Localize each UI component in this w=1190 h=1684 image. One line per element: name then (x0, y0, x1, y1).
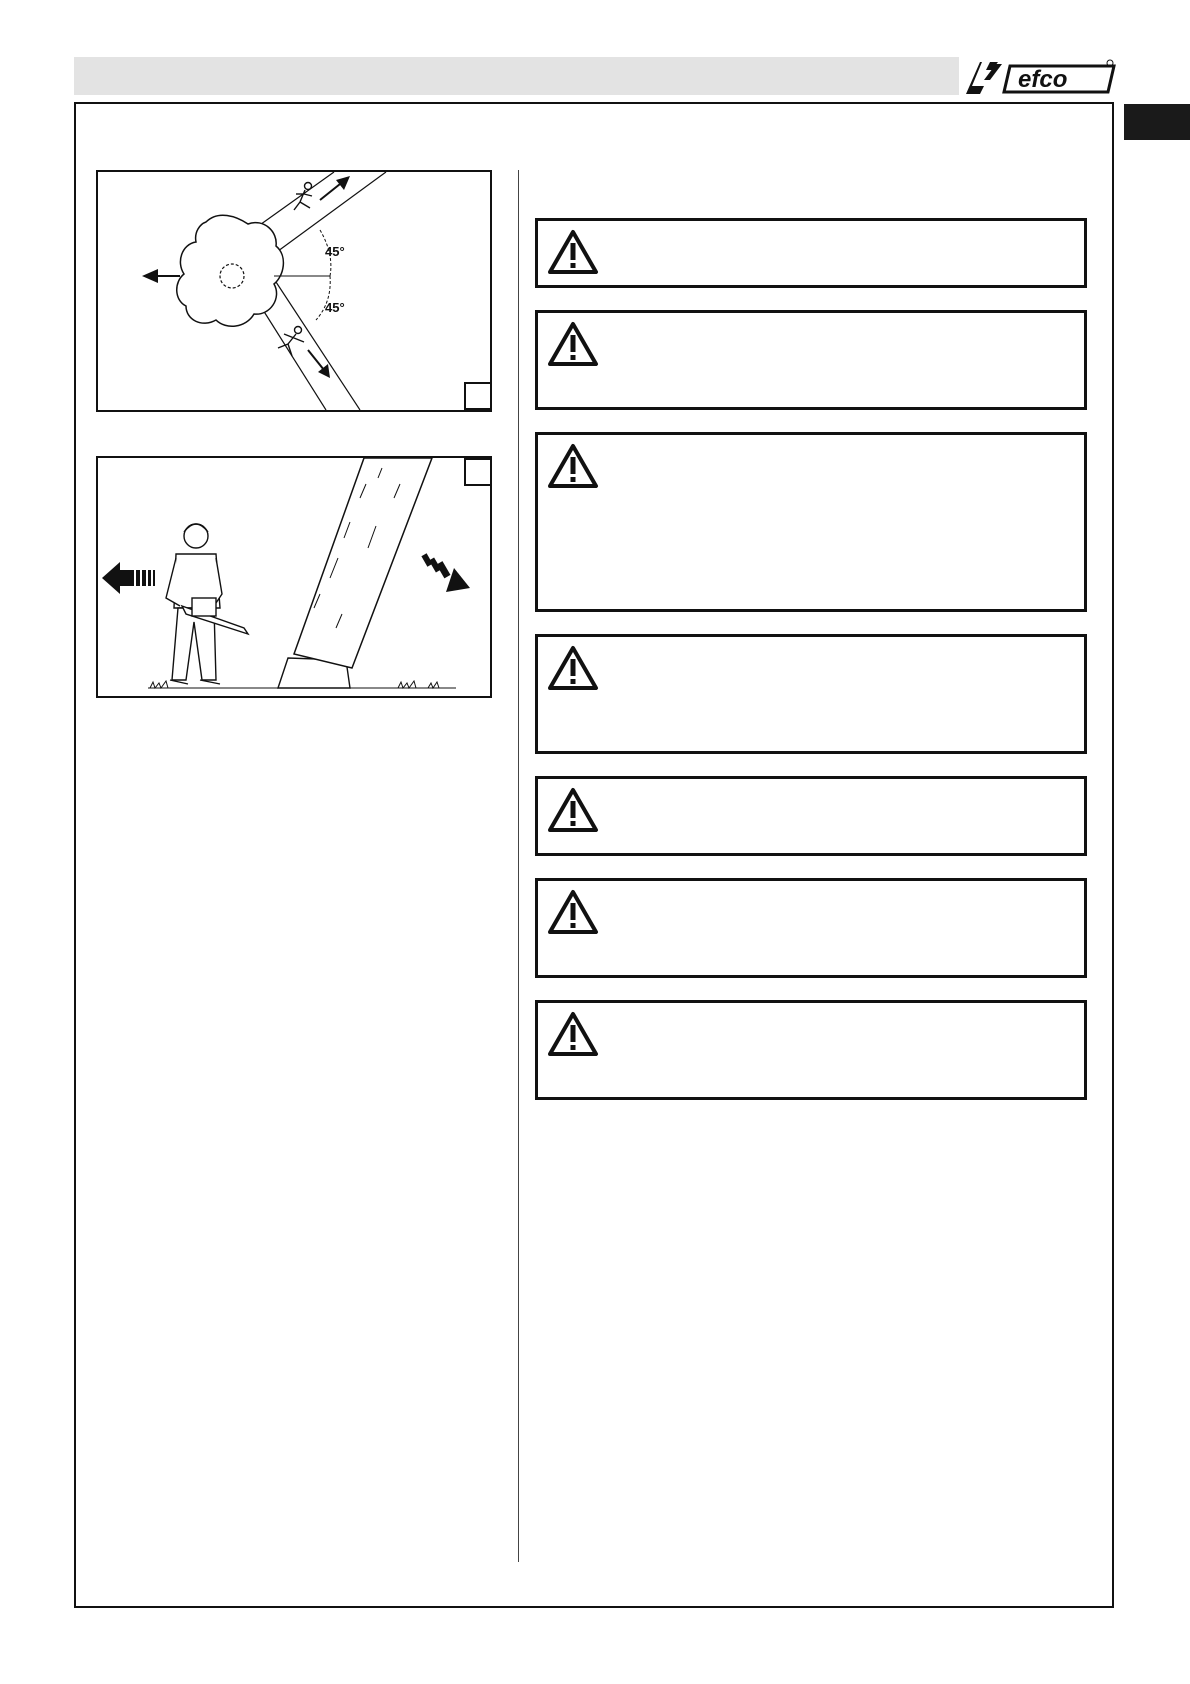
runner-lower-icon (278, 327, 304, 357)
warning-triangle-icon (547, 1011, 599, 1057)
figure-escape-paths (96, 170, 492, 412)
warning-triangle-icon (547, 229, 599, 275)
warning-triangle-icon (547, 645, 599, 691)
section-tab (1124, 104, 1190, 140)
warning-triangle-icon (547, 443, 599, 489)
figure-felling (96, 456, 492, 698)
escape-paths-diagram (98, 172, 490, 410)
warning-box (535, 310, 1087, 410)
warning-box (535, 218, 1087, 288)
warning-box (535, 776, 1087, 856)
column-divider (518, 170, 519, 1562)
runner-upper-icon (294, 183, 312, 211)
angle-label-lower: 45° (325, 300, 345, 315)
warning-box (535, 878, 1087, 978)
header-bar (74, 57, 959, 95)
felling-illustration (98, 458, 490, 696)
figure-number-box (464, 382, 492, 410)
svg-text:efco: efco (1018, 66, 1068, 93)
operator-figure (166, 524, 248, 684)
warning-box (535, 432, 1087, 612)
figure-number-box (464, 458, 492, 486)
warning-triangle-icon (547, 889, 599, 935)
angle-label-upper: 45° (325, 244, 345, 259)
warning-box (535, 1000, 1087, 1100)
warning-triangle-icon (547, 787, 599, 833)
warning-box (535, 634, 1087, 754)
warning-triangle-icon (547, 321, 599, 367)
efco-logo (962, 56, 1118, 98)
